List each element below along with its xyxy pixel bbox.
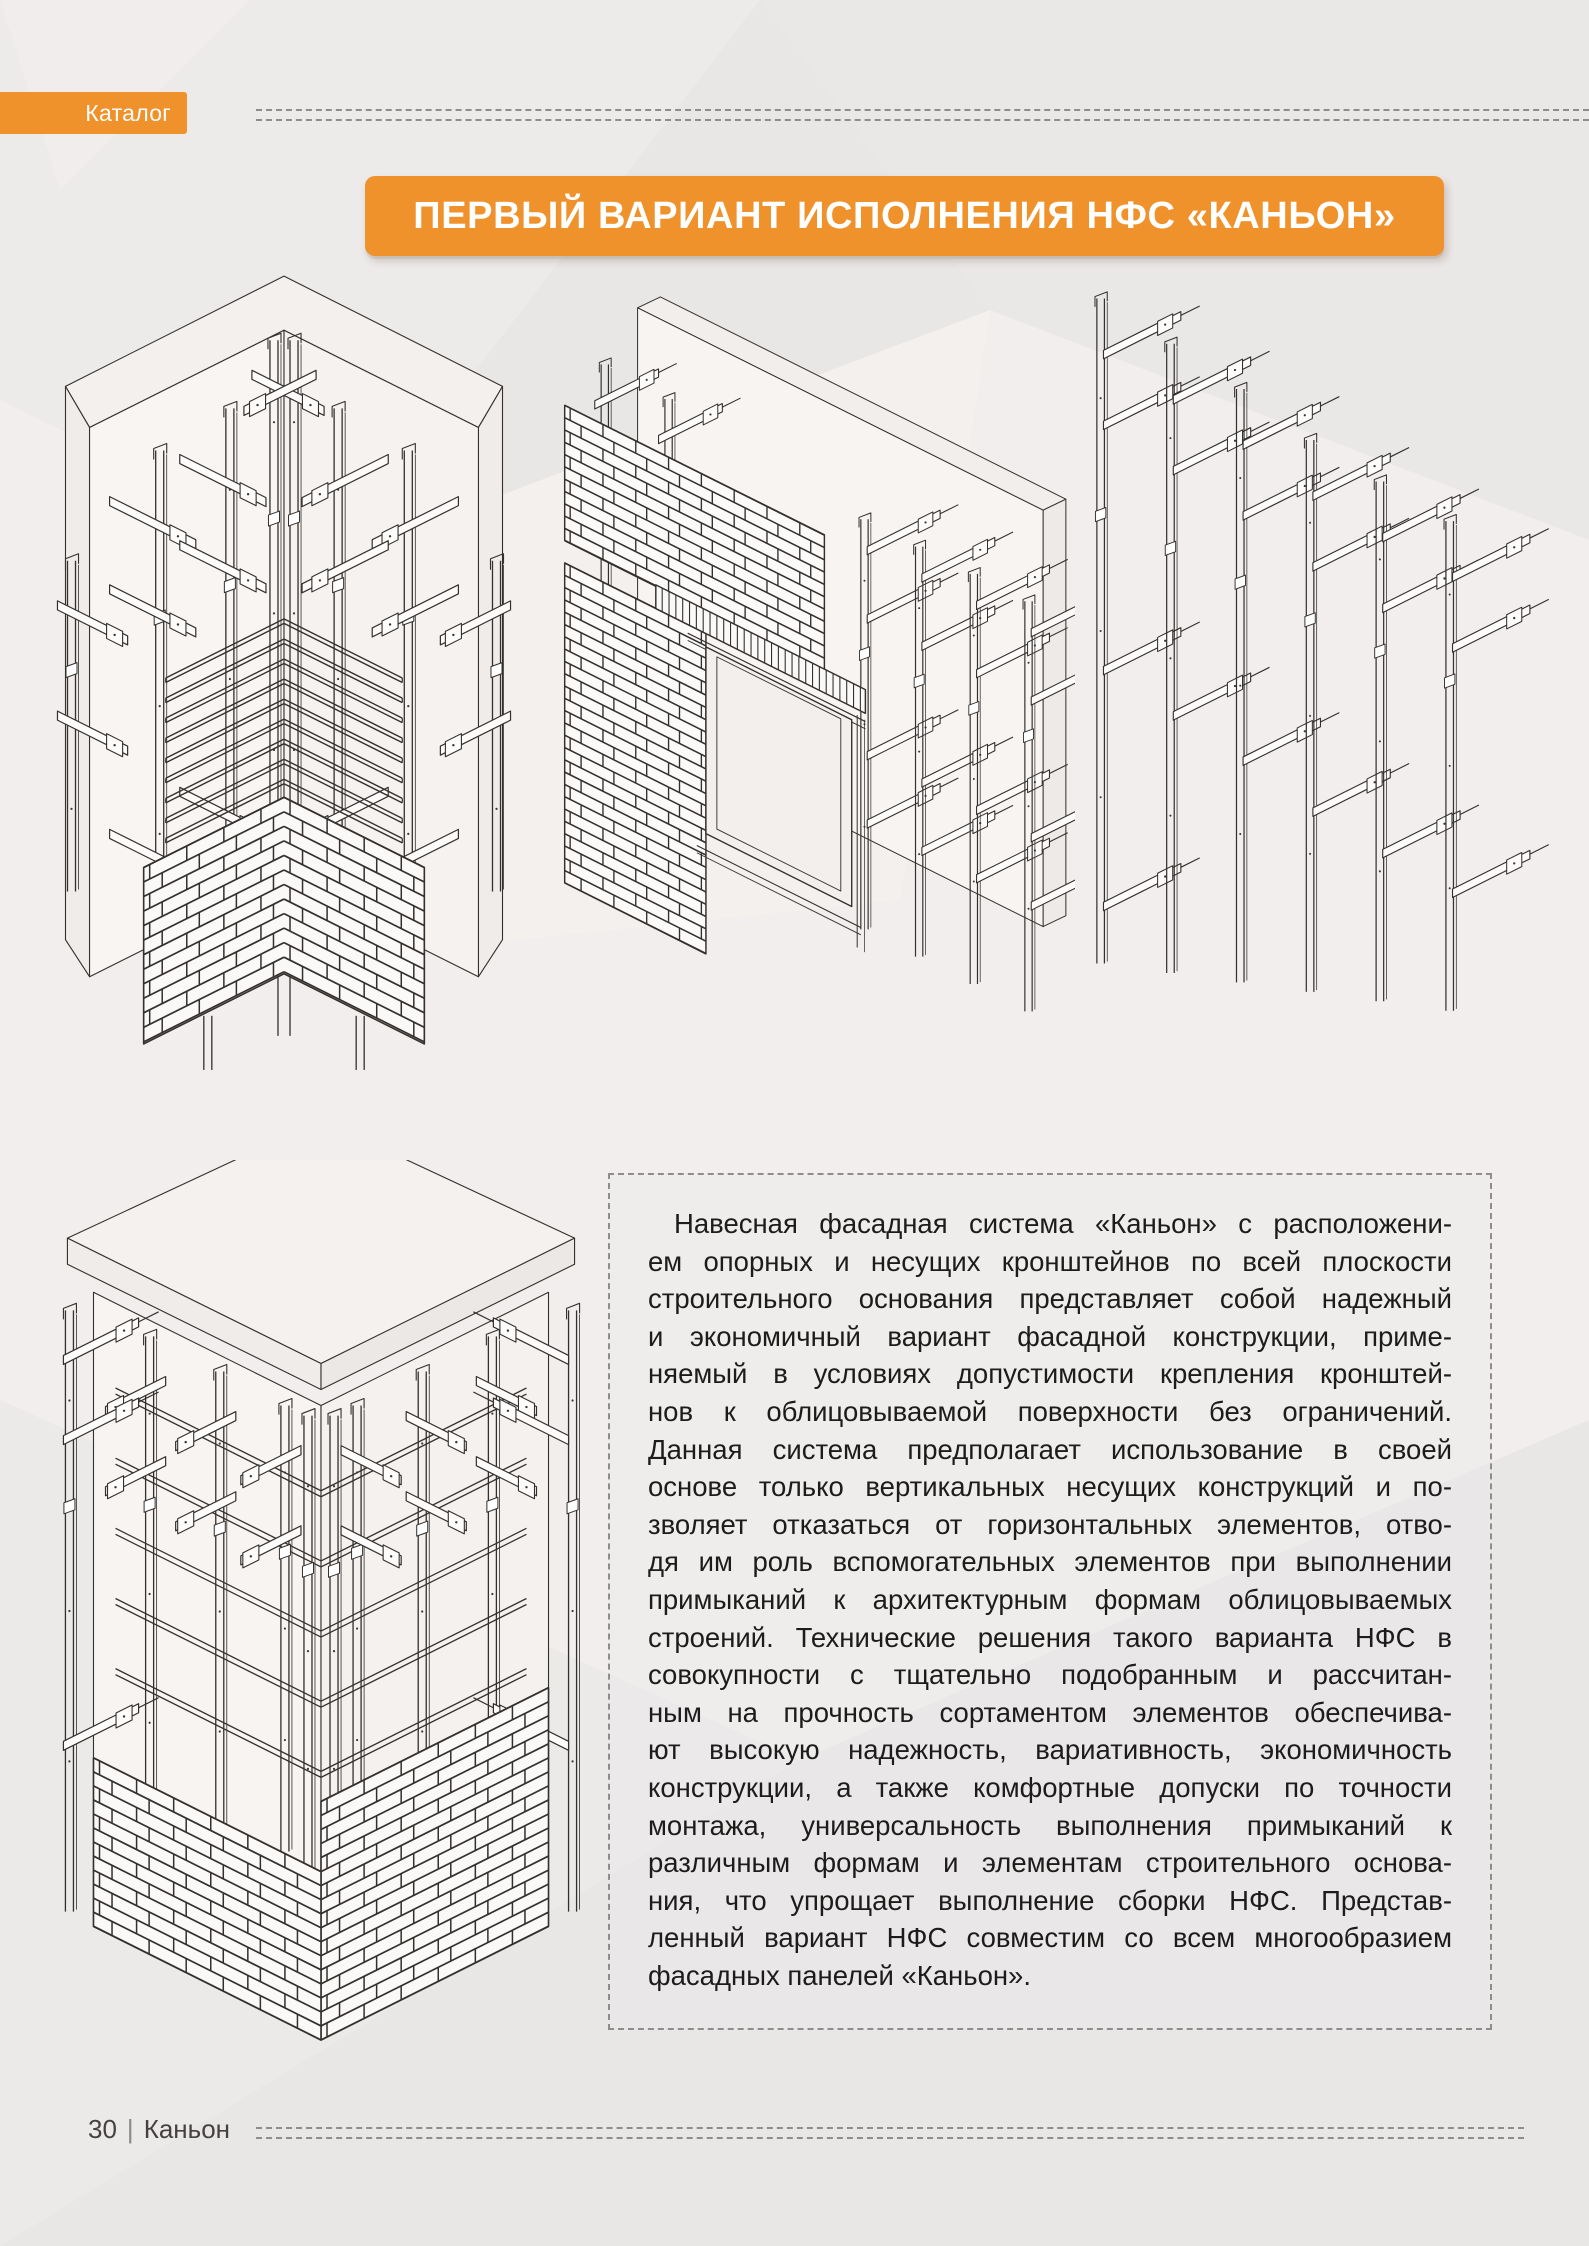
paragraph-line: различным формам и элементам строительного основа- [648,1847,1452,1879]
paragraph-line: строений. Технические решения такого варианта НФС в [648,1621,1452,1653]
paragraph-line: фасадных панелей «Каньон». [648,1959,1031,1991]
paragraph-line: ем опорных и несущих кронштейнов по всей плоскости [648,1245,1452,1277]
paragraph-line: Данная система предполагает использование в своей [648,1433,1452,1465]
paragraph-line: ния, что упрощает выполнение сборки НФС. Представ- [648,1884,1452,1916]
paragraph-line: ленный вариант НФС совместим со всем многообразием [648,1922,1452,1954]
paragraph-line: строительного основания представляет собой надежный [648,1283,1452,1315]
figure-inner-corner-assembly [55,238,513,1090]
section-title-bar [365,176,1444,256]
description-text [648,1205,1452,1994]
catalog-badge: Каталог [0,92,187,134]
paragraph-line: совокупности с тщательно подобранным и рассчитан- [648,1659,1452,1691]
paragraph-line: основе только вертикальных несущих конструкций и по- [648,1471,1452,1503]
header-dotted-line [256,109,1589,121]
footer-divider: | [126,2114,134,2144]
footer [88,2114,230,2145]
paragraph-line: ным на прочность сортаментом элементов обеспечива- [648,1696,1452,1728]
section-title: ПЕРВЫЙ ВАРИАНТ ИСПОЛНЕНИЯ НФС «КАНЬОН» [413,194,1396,237]
paragraph-line: монтажа, универсальность выполнения примыканий к [648,1809,1452,1841]
paragraph-line: конструкции, а также комфортные допуски по точности [648,1771,1452,1803]
paragraph-line: примыканий к архитектурным формам облицовываемых [648,1583,1452,1615]
paragraph-line: и экономичный вариант фасадной конструкции, приме- [648,1320,1452,1352]
footer-product-name: Каньон [143,2114,231,2144]
paragraph-line: нов к облицовываемой поверхности без ограничений. [648,1395,1452,1427]
page-number: 30 [88,2114,117,2144]
footer-dotted-line [256,2127,1524,2139]
figure-outer-corner-assembly [55,1160,587,2052]
paragraph-line: ют высокую надежность, вариативность, экономичность [648,1734,1452,1766]
paragraph-line: няемый в условиях допустимости крепления кронштей- [648,1358,1452,1390]
figure-profile-row [1078,270,1578,1025]
paragraph-line: Навесная фасадная система «Каньон» с расположени- [674,1208,1452,1239]
paragraph-line: зволяет отказаться от горизонтальных элементов, отво- [648,1508,1452,1540]
figure-wall-with-window [551,255,1075,1066]
description-box [608,1173,1492,2030]
paragraph-line: дя им роль вспомогательных элементов при выполнении [648,1546,1452,1578]
